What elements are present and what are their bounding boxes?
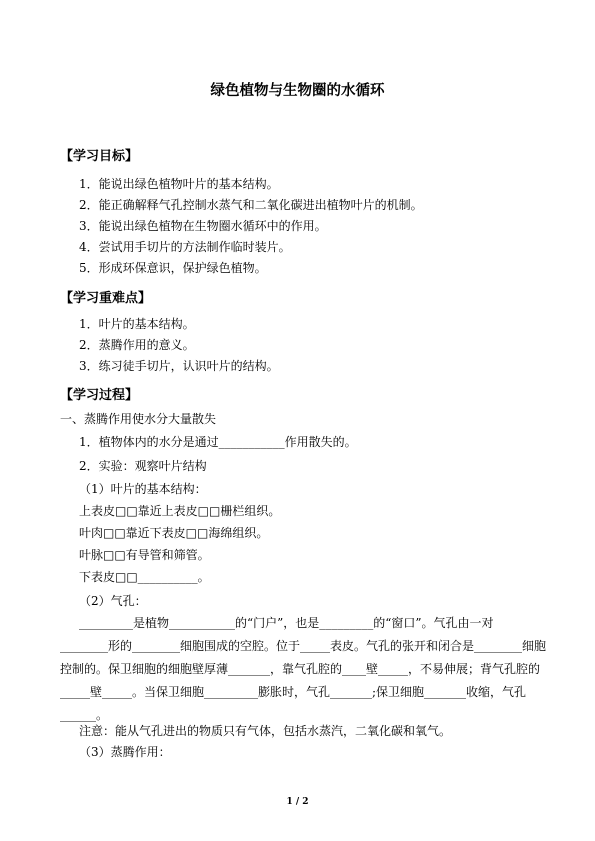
goal-item: 1．能说出绿色植物叶片的基本结构。 bbox=[79, 177, 279, 191]
process-line: （3）蒸腾作用： bbox=[79, 745, 171, 759]
section-heading-process: 【学习过程】 bbox=[60, 388, 139, 403]
process-line: 上表皮□□靠近上表皮□□栅栏组织。 bbox=[79, 504, 281, 518]
process-line: 叶脉□□有导管和筛管。 bbox=[79, 548, 210, 562]
goal-item: 4．尝试用手切片的方法制作临时装片。 bbox=[79, 240, 291, 254]
process-line: （2）气孔： bbox=[79, 594, 147, 608]
goal-item: 3．能说出绿色植物在生物圈水循环中的作用。 bbox=[79, 219, 327, 233]
process-line: 控制的。保卫细胞的细胞壁厚薄_______，靠气孔腔的____壁_____，不易伸展；背气孔腔的 bbox=[60, 662, 541, 676]
process-line: （1）叶片的基本结构： bbox=[79, 482, 207, 496]
process-line: ________形的________细胞围成的空腔。位于_____表皮。气孔的张开和闭合是________细胞 bbox=[60, 639, 547, 653]
process-line: _________是植物___________的“门户”，也是_________的“窗口”。气孔由一对 bbox=[79, 616, 494, 630]
goal-item: 2．能正确解释气孔控制水蒸气和二氧化碳进出植物叶片的机制。 bbox=[79, 198, 423, 212]
process-line: 1．植物体内的水分是通过___________作用散失的。 bbox=[79, 435, 357, 449]
process-line: 叶肉□□靠近下表皮□□海绵组织。 bbox=[79, 526, 269, 540]
process-line: ______。 bbox=[60, 708, 109, 722]
section-heading-key-points: 【学习重难点】 bbox=[60, 291, 152, 306]
page-number: 1 / 2 bbox=[286, 797, 309, 807]
process-line: 注意：能从气孔进出的物质只有气体，包括水蒸汽，二氧化碳和氧气。 bbox=[79, 724, 452, 738]
key-point-item: 3．练习徒手切片，认识叶片的结构。 bbox=[79, 359, 279, 373]
process-line: 下表皮□□__________。 bbox=[79, 570, 210, 584]
process-line: 一、蒸腾作用使水分大量散失 bbox=[60, 412, 217, 426]
page-title: 绿色植物与生物圈的水循环 bbox=[210, 83, 385, 99]
process-line: _____壁_____。当保卫细胞_________膨胀时，气孔_______;保卫细胞_______收缩，气孔 bbox=[60, 685, 527, 699]
key-point-item: 2．蒸腾作用的意义。 bbox=[79, 338, 195, 352]
key-point-item: 1．叶片的基本结构。 bbox=[79, 317, 195, 331]
section-heading-goals: 【学习目标】 bbox=[60, 149, 139, 164]
process-line: 2．实验：观察叶片结构 bbox=[79, 459, 207, 473]
goal-item: 5．形成环保意识，保护绿色植物。 bbox=[79, 261, 267, 275]
